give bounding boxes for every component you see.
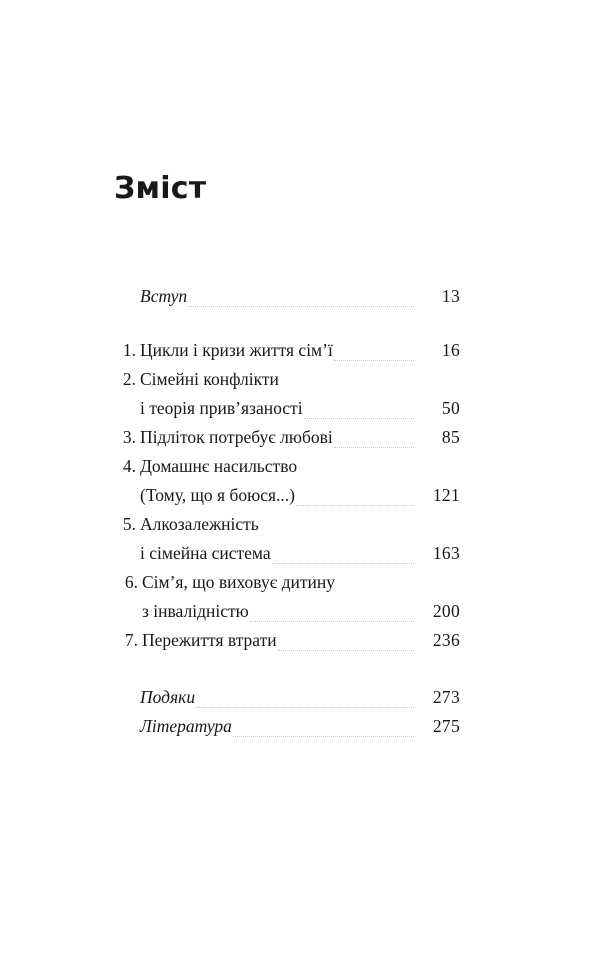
toc-entry-number: 4. [122,456,136,476]
toc-entry-number: 7. [124,630,138,650]
toc-entry-page: 13 [441,286,460,306]
toc-entry-label: Домашнє насильство [140,456,298,476]
toc-leader-dots [188,305,414,307]
toc-entry-chapter-2-line-2[interactable] [114,394,460,423]
toc-entry-chapter-5-line-2[interactable] [114,539,460,568]
spacer-after-front-matter [114,311,460,336]
toc-entry-chapter-7[interactable] [114,626,460,655]
toc-leader-dots [196,706,414,708]
toc-entry-page: 50 [441,398,460,418]
toc-entry-label: Пережиття втрати [142,630,277,650]
toc-leader-dots [304,417,414,419]
toc-entry-label: і теорія прив’язаності [140,398,303,418]
toc-entry-label: Література [140,716,232,736]
toc-entry-label: (Тому, що я боюся...) [140,485,295,505]
toc-entry-chapter-1[interactable] [114,336,460,365]
toc-leader-dots [334,359,414,361]
toc-entry-front-0[interactable] [114,282,460,311]
toc-entry-number: 2. [122,369,136,389]
page-title: Зміст [114,171,207,206]
toc-entry-label: Подяки [140,687,196,707]
toc-entry-page: 85 [441,427,460,447]
toc-entry-label: Цикли і кризи життя сім’ї [140,340,333,360]
toc-entry-number: 5. [122,514,136,534]
toc-entry-number: 1. [122,340,136,360]
toc-entry-page: 121 [432,485,460,505]
toc-entry-page: 200 [432,601,460,621]
toc-entry-back-0[interactable] [114,683,460,712]
toc-entry-number: 6. [124,572,138,592]
toc-leader-dots [272,562,414,564]
toc-leader-dots [280,389,414,390]
toc-entry-chapter-5-line-1[interactable] [114,510,460,539]
table-of-contents [114,282,460,741]
toc-entry-label: Сім’я, що виховує дитину [142,572,335,592]
toc-entry-chapter-6-line-2[interactable] [114,597,460,626]
toc-leader-dots [296,504,414,506]
toc-entry-page: 275 [432,716,460,736]
toc-entry-label: Підліток потребує любові [140,427,333,447]
toc-leader-dots [336,592,414,593]
toc-entry-label: Сімейні конфлікти [140,369,279,389]
toc-entry-page: 16 [441,340,460,360]
toc-leader-dots [298,476,414,477]
toc-entry-label: з інвалідністю [142,601,249,621]
toc-leader-dots [233,735,414,737]
toc-leader-dots [260,534,414,535]
toc-entry-page: 273 [432,687,460,707]
toc-leader-dots [334,446,414,448]
toc-entry-chapter-6-line-1[interactable] [114,568,460,597]
toc-entry-number: 3. [122,427,136,447]
toc-entry-label: і сімейна система [140,543,271,563]
toc-entry-chapter-3[interactable] [114,423,460,452]
toc-entry-page: 163 [432,543,460,563]
toc-entry-chapter-2-line-1[interactable] [114,365,460,394]
toc-entry-chapter-4-line-2[interactable] [114,481,460,510]
toc-entry-label: Вступ [140,286,188,306]
toc-leader-dots [278,649,414,651]
toc-entry-chapter-4-line-1[interactable] [114,452,460,481]
toc-entry-page: 236 [432,630,460,650]
toc-entry-back-1[interactable] [114,712,460,741]
toc-entry-label: Алкозалежність [140,514,259,534]
toc-leader-dots [250,620,414,622]
spacer-before-back-matter [114,655,460,683]
